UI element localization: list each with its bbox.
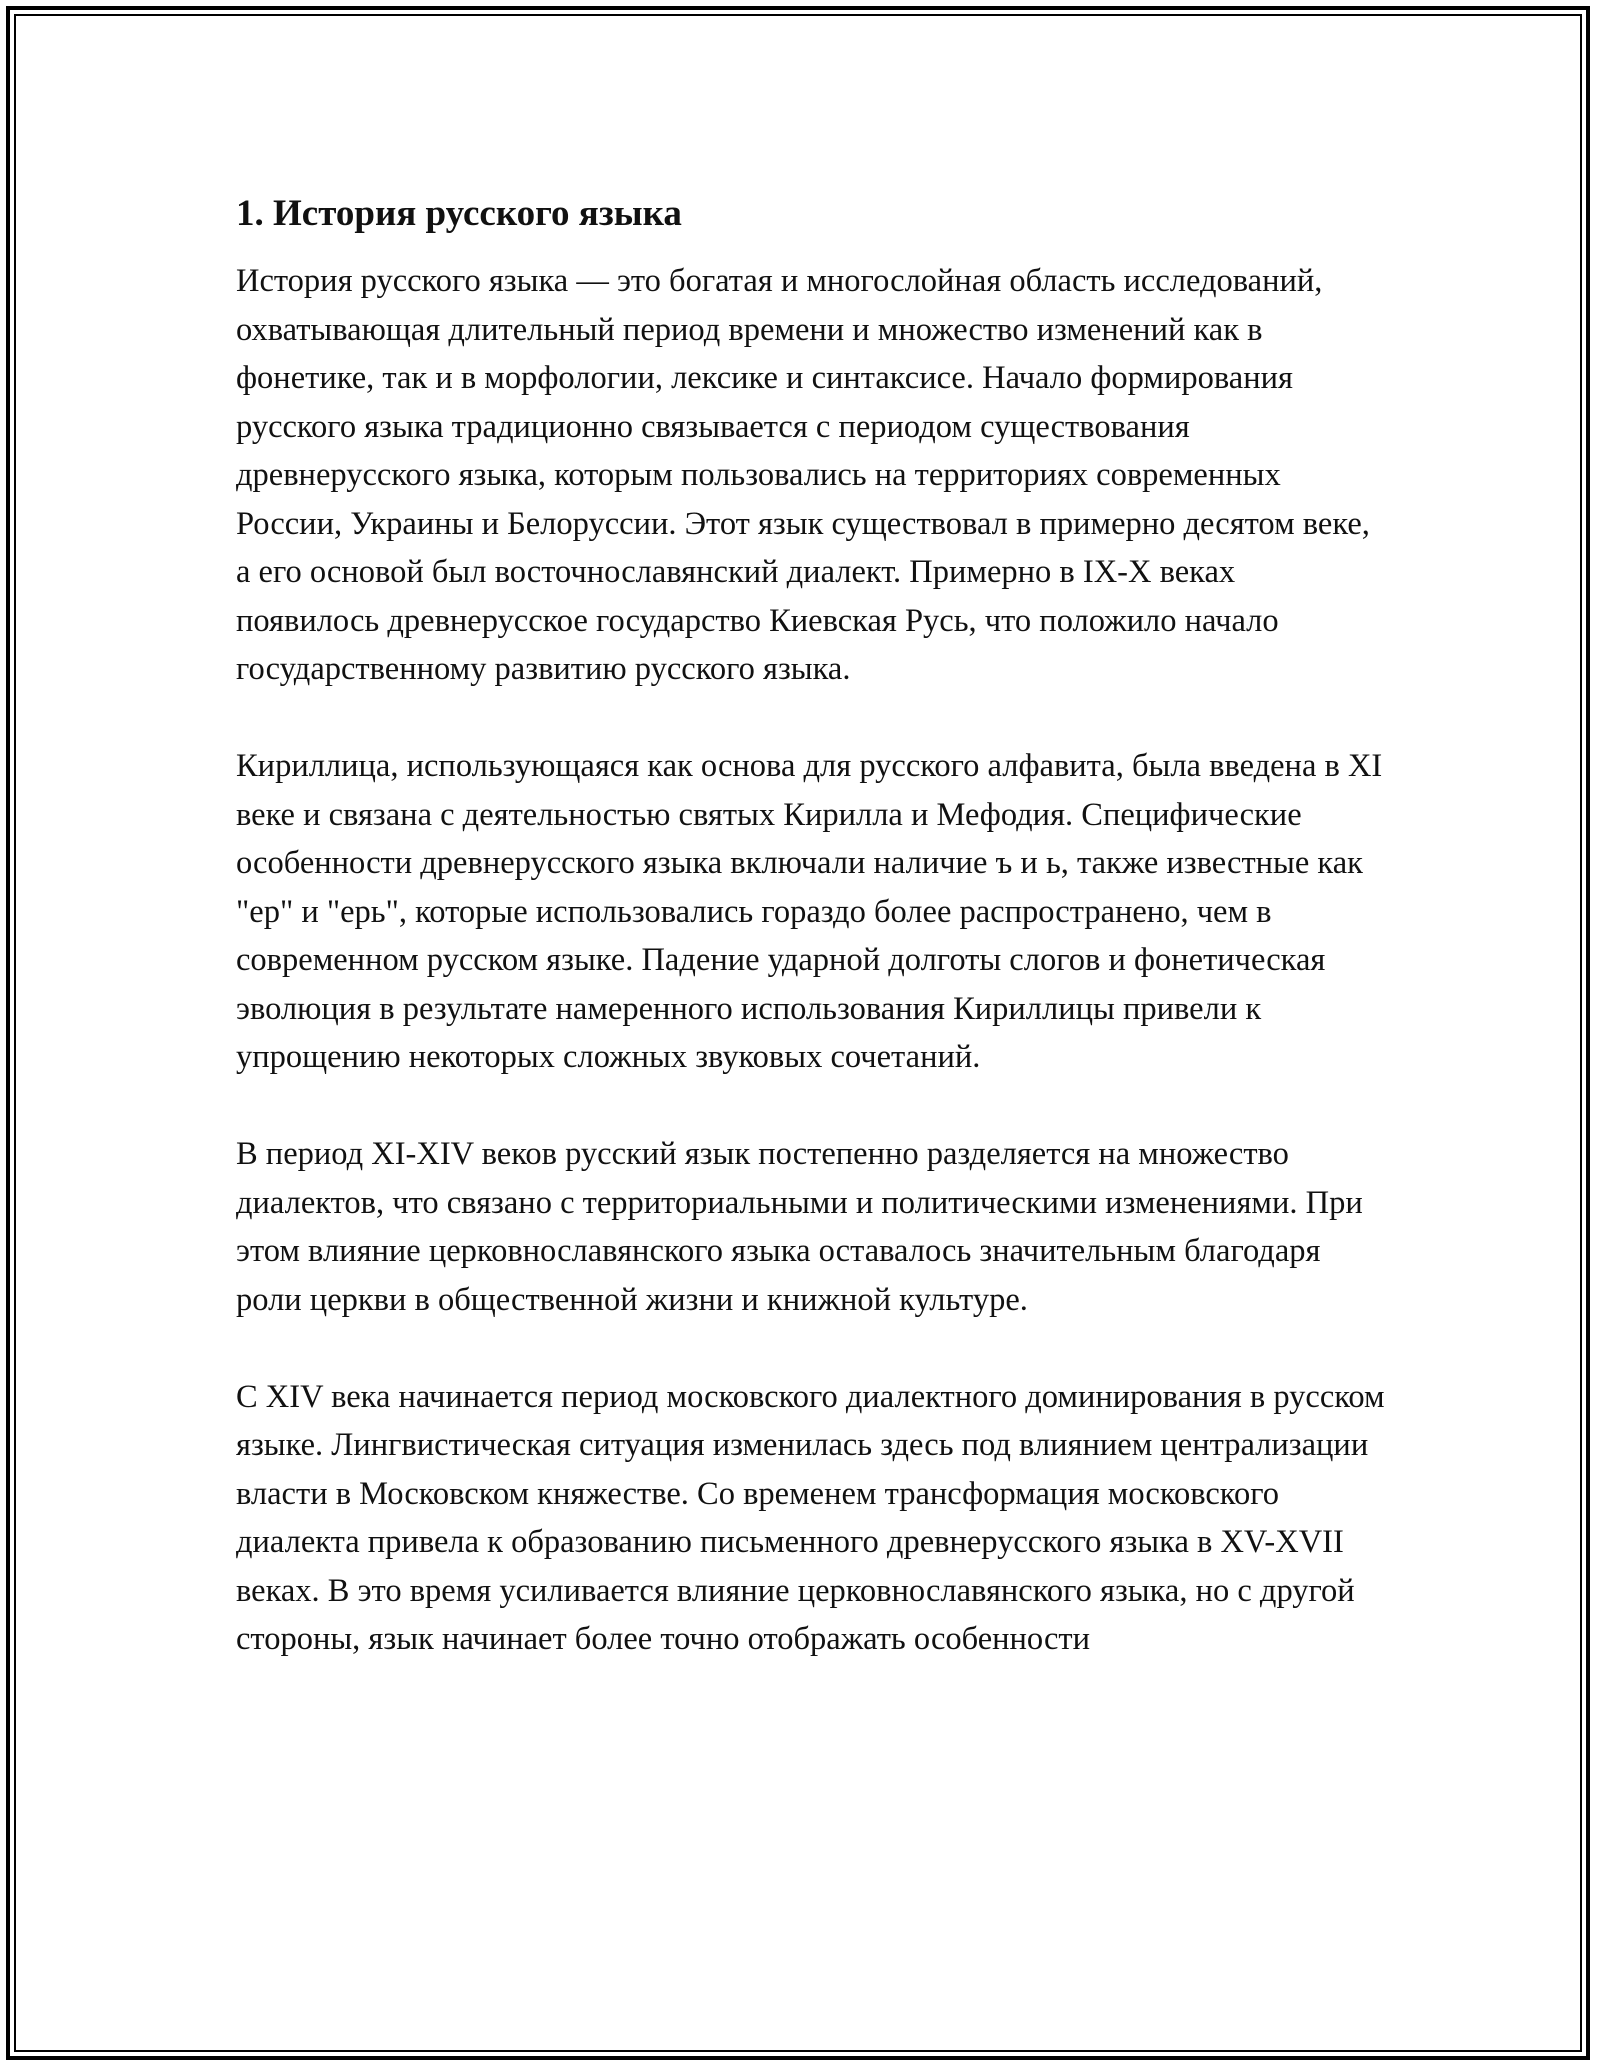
section-heading: 1. История русского языка — [236, 193, 682, 234]
paragraph-4: С XIV века начинается период московского диалектного доминирования в русском языке. Лингвистическая ситуация изменилась здесь под влиянием централизации власти в Московском княжестве. Со временем трансформация московского диалекта привела к образованию письменного древнерусского языка в XV-XVII веках. В это время усиливается влияние церковнославянского языка, но с другой стороны, язык начинает более точно отображать особенности — [236, 1378, 1385, 1657]
paragraph-2: Кириллица, использующаяся как основа для русского алфавита, была введена в XI веке и связана с деятельностью святых Кирилла и Мефодия. Специфические особенности древнерусского языка включали наличие ъ и ь, также известные как "ер" и "ерь", которые использовались гораздо более распространено, чем в современном русском языке. Падение ударной долготы слогов и фонетическая эволюция в результате намеренного использования Кириллицы привели к упрощению некоторых сложных звуковых сочетаний. — [236, 748, 1383, 1075]
paragraph-1: История русского языка — это богатая и многослойная область исследований, охватывающая длительный период времени и множество изменений как в фонетике, так и в морфологии, лексике и синтаксисе. Начало формирования русского языка традиционно связывается с периодом существования древнерусского языка, которым пользовались на территориях современных России, Украины и Белоруссии. Этот язык существовал в примерно десятом веке, а его основой был восточнославянский диалект. Примерно в IX-X веках появилось древнерусское государство Киевская Русь, что положило начало государственному развитию русского языка. — [236, 263, 1370, 687]
document-body — [236, 188, 1386, 1664]
paragraph-3: В период XI-XIV веков русский язык постепенно разделяется на множество диалектов, что связано с территориальными и политическими изменениями. При этом влияние церковнославянского языка оставалось значительным благодаря роли церкви в общественной жизни и книжной культуре. — [236, 1136, 1363, 1318]
